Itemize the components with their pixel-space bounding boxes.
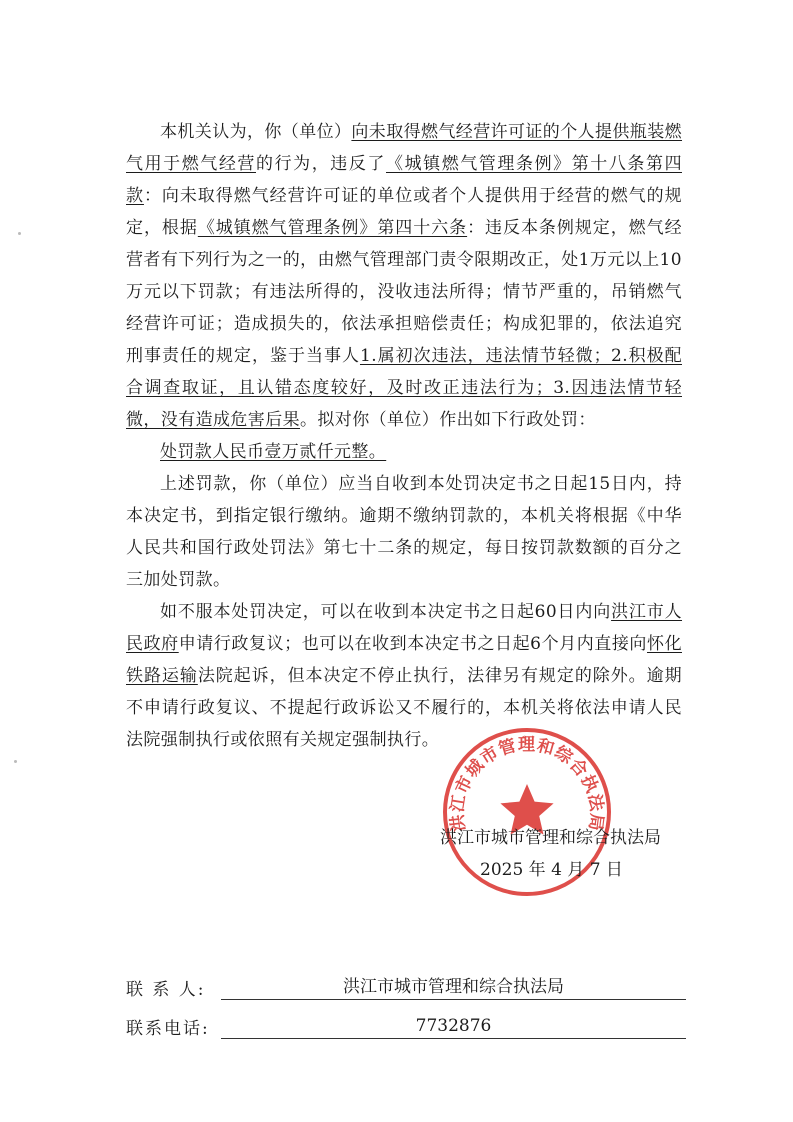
- decision-body: [126, 116, 682, 756]
- penalty-amount: 处罚款人民币壹万贰仟元整。: [160, 442, 387, 462]
- review-authority: 洪江市人民政府: [126, 602, 683, 654]
- appeal-text-3: 法院起诉，但本决定不停止执行，法律另有规定的除外。逾期不申请行政复议、不提起行政诉讼又不履行的，本机关将依法申请人民法院强制执行或依照有关规定强制执行。: [126, 666, 682, 750]
- finding-text: 的行为，违反了: [256, 154, 386, 174]
- decision-paragraph-1: [126, 116, 682, 436]
- provision-content: ：向未取得燃气经营许可证的单位或者个人提供用于经营的燃气: [143, 186, 647, 206]
- contact-phone-row: [126, 1014, 686, 1039]
- seal-text: 洪江市城市管理和综合执法局: [447, 735, 607, 833]
- scan-artifact: [18, 232, 21, 235]
- contact-person-row: [126, 972, 686, 1000]
- contact-phone-value: 7732876: [221, 1016, 686, 1039]
- contact-phone-label: 联系电话:: [126, 1019, 210, 1039]
- signature-org: 洪江市城市管理和综合执法局: [440, 828, 661, 848]
- penalty-paragraph: [126, 436, 682, 468]
- penalty-basis-provision: 《城镇燃气管理条例》第四十六条: [197, 218, 468, 238]
- penalty-intro: 。拟对你（单位）作出如下行政处罚：: [300, 410, 596, 430]
- violation-act: 向未取得燃气经营许可证的个人提供瓶装燃气用于燃气经营: [126, 122, 683, 174]
- payment-paragraph: 上述罚款，你（单位）应当自收到本处罚决定书之日起15日内，持本决定书，到指定银行缴纳。逾期不缴纳罚款的，本机关将根据《中华人民共和国行政处罚法》第七十二条的规定，每日按罚款数额的百分之三加处罚款。: [126, 474, 682, 590]
- signature-date: 2025 年 4 月 7 日: [480, 860, 623, 880]
- scan-artifact: [14, 760, 17, 763]
- contact-person-value: 洪江市城市管理和综合执法局: [221, 972, 686, 1000]
- violated-provision: 《城镇燃气管理条例》第十八条第四款: [126, 154, 682, 206]
- signature-block: [440, 822, 661, 886]
- penalty-basis-content: ：违反本条例规定，燃气经营者有下列行为之一的，由燃气管理部门责令限期改正，处1万元以上10万元以下罚款；有违法所得的，没收违法所得；情节严重的，吊销燃气经营许可证；造成损失的，依法承担赔偿责任；构成犯罪的，依法追究刑事责任的规定，鉴于当事人: [126, 218, 682, 366]
- court-name: 怀化铁路运输: [126, 634, 682, 686]
- appeal-text-1: 如不服本处罚决定，可以在收到本决定书之日起60日内向: [160, 602, 612, 622]
- finding-text-2: 的规定，根据: [126, 186, 682, 238]
- appeal-text-2: 申请行政复议；也可以在收到本决定书之日起6个月内直接向: [178, 634, 648, 654]
- finding-intro: 本机关认为，你（单位）: [160, 122, 352, 142]
- mitigating-circumstances: 1.属初次违法，违法情节轻微；2.积极配合调查取证，且认错态度较好，及时改正违法行为；3.因违法情节轻微，没有造成危害后果: [126, 346, 682, 430]
- contact-person-label: 联 系 人:: [126, 980, 206, 1000]
